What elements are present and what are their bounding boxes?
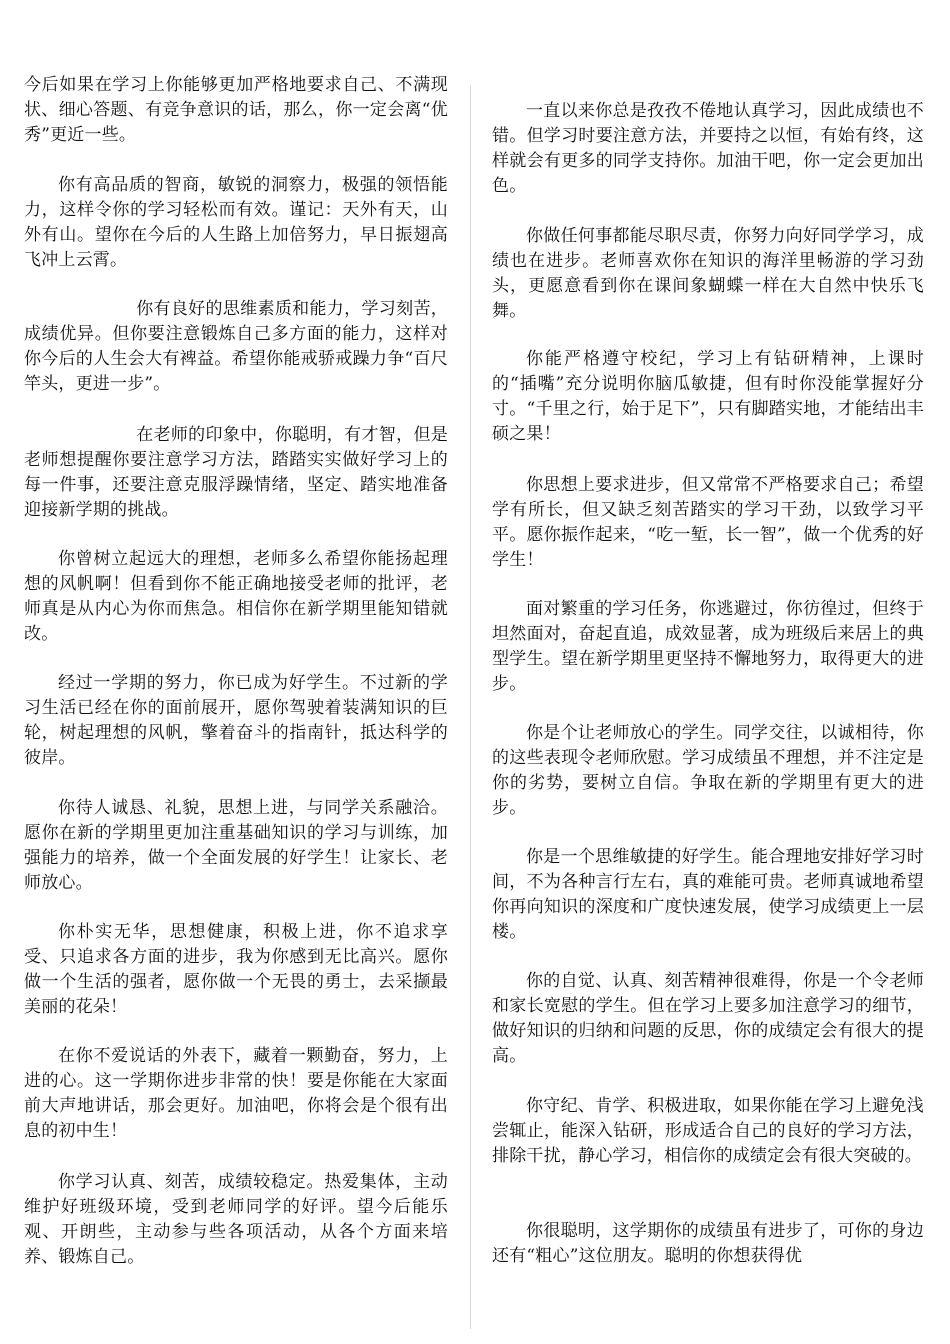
comment-paragraph: 你有良好的思维素质和能力，学习刻苦，成绩优异。但你要注意锻炼自己多方面的能力，这样对你今后的人生会大有裨益。希望你能戒骄戒躁力争“百尺竿头，更进一步”。 (24, 299, 448, 394)
comment-paragraph: 经过一学期的努力，你已成为好学生。不过新的学习生活已经在你的面前展开，愿你驾驶着装满知识的巨轮，树起理想的风帆，擎着奋斗的指南针，抵达科学的彼岸。 (24, 673, 448, 768)
right-column (492, 0, 924, 1344)
comment-paragraph: 面对繁重的学习任务，你逃避过，你彷徨过，但终于坦然面对，奋起直追，成效显著，成为班级后来居上的典型学生。望在新学期里更坚持不懈地努力，取得更大的进步。 (492, 599, 924, 694)
comment-paragraph: 你守纪、肯学、积极进取，如果你能在学习上避免浅尝辄止，能深入钻研，形成适合自己的良好的学习方法，排除干扰，静心学习，相信你的成绩定会有很大突破的。 (492, 1096, 924, 1166)
comment-paragraph: 你学习认真、刻苦，成绩较稳定。热爱集体，主动维护好班级环境，受到老师同学的好评。望今后能乐观、开朗些，主动参与些各项活动，从各个方面来培养、锻炼自己。 (24, 1172, 448, 1267)
comment-paragraph: 你很聪明，这学期你的成绩虽有进步了，可你的身边还有“粗心”这位朋友。聪明的你想获得优 (492, 1221, 924, 1266)
comment-paragraph: 一直以来你总是孜孜不倦地认真学习，因此成绩也不错。但学习时要注意方法，并要持之以恒，有始有终，这样就会有更多的同学支持你。加油干吧，你一定会更加出色。 (492, 101, 924, 196)
comment-paragraph: 在你不爱说话的外表下，藏着一颗勤奋，努力，上进的心。这一学期你进步非常的快！要是你能在大家面前大声地讲话，那会更好。加油吧，你将会是个很有出息的初中生！ (24, 1046, 448, 1141)
comment-paragraph: 你待人诚恳、礼貌，思想上进，与同学关系融洽。愿你在新的学期里更加注重基础知识的学习与训练，加强能力的培养，做一个全面发展的好学生！让家长、老师放心。 (24, 798, 448, 893)
comment-paragraph: 你做任何事都能尽职尽责，你努力向好同学学习，成绩也在进步。老师喜欢你在知识的海洋里畅游的学习劲头，更愿意看到你在课间象蝴蝶一样在大自然中快乐飞舞。 (492, 226, 924, 321)
comment-paragraph: 你朴实无华，思想健康，积极上进，你不追求享受、只追求各方面的进步，我为你感到无比高兴。愿你做一个生活的强者，愿你做一个无畏的勇士，去采撷最美丽的花朵！ (24, 922, 448, 1017)
comment-paragraph: 你有高品质的智商，敏锐的洞察力，极强的领悟能力，这样令你的学习轻松而有效。谨记：天外有天，山外有山。望你在今后的人生路上加倍努力，早日振翅高飞冲上云霄。 (24, 175, 448, 270)
column-divider (470, 85, 471, 1329)
comment-paragraph: 你是一个思维敏捷的好学生。能合理地安排好学习时间，不为各种言行左右，真的难能可贵。老师真诚地希望你再向知识的深度和广度快速发展，使学习成绩更上一层楼。 (492, 847, 924, 942)
comment-paragraph: 你思想上要求进步，但又常常不严格要求自己；希望学有所长，但又缺乏刻苦踏实的学习干劲，以致学习平平。愿你振作起来，“吃一堑，长一智”，做一个优秀的好学生！ (492, 475, 924, 570)
comment-paragraph: 你的自觉、认真、刻苦精神很难得，你是一个令老师和家长宽慰的学生。但在学习上要多加注意学习的细节，做好知识的归纳和问题的反思，你的成绩定会有很大的提高。 (492, 971, 924, 1066)
comment-paragraph: 你曾树立起远大的理想，老师多么希望你能扬起理想的风帆啊！但看到你不能正确地接受老师的批评，老师真是从内心为你而焦急。相信你在新学期里能知错就改。 (24, 549, 448, 644)
comment-paragraph: 你能严格遵守校纪，学习上有钻研精神，上课时的“插嘴”充分说明你脑瓜敏捷，但有时你没能掌握好分寸。“千里之行，始于足下”，只有脚踏实地，才能结出丰硕之果！ (492, 349, 924, 444)
left-column (24, 0, 448, 1344)
comment-paragraph: 今后如果在学习上你能够更加严格地要求自己、不满现状、细心答题、有竞争意识的话，那么，你一定会离“优秀”更近一些。 (24, 75, 448, 145)
comment-paragraph: 在老师的印象中，你聪明，有才智，但是老师想提醒你要注意学习方法，踏踏实实做好学习上的每一件事，还要注意克服浮躁情绪，坚定、踏实地准备迎接新学期的挑战。 (24, 425, 448, 520)
comment-paragraph: 你是个让老师放心的学生。同学交往，以诚相待，你的这些表现令老师欣慰。学习成绩虽不理想，并不注定是你的劣势，要树立自信。争取在新的学期里有更大的进步。 (492, 723, 924, 818)
